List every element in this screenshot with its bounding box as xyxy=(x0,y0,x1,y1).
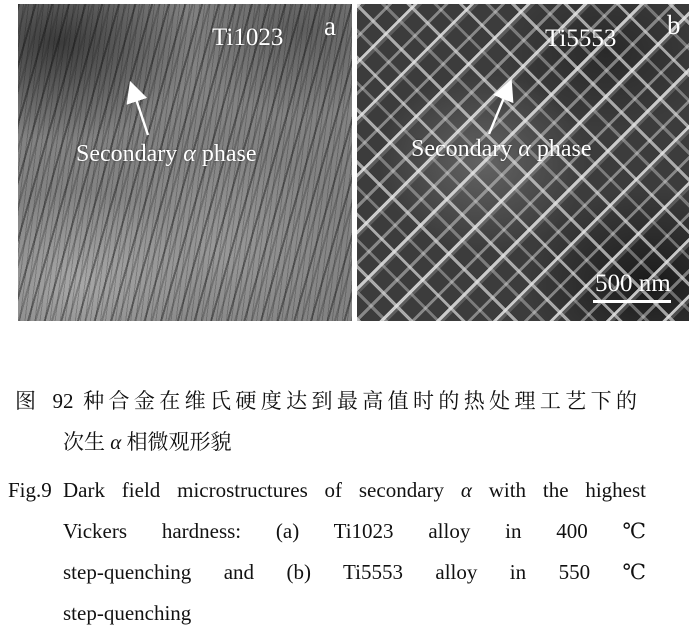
figure-number-zh: 图 9 xyxy=(15,389,63,413)
alpha-symbol: α xyxy=(460,478,472,502)
caption-en-line1 xyxy=(8,470,646,511)
alloy-label-ti1023: Ti1023 xyxy=(212,24,284,51)
caption-en-line2: Vickers hardness: (a) Ti1023 alloy in 400 ℃ xyxy=(63,519,646,543)
caption-english xyxy=(8,470,646,634)
figure-number-en: Fig.9 xyxy=(8,478,52,502)
panel-letter-a: a xyxy=(324,11,336,41)
caption-zh-line2 xyxy=(63,422,637,463)
annotation-secondary-alpha-b xyxy=(411,137,592,161)
panel-letter-b: b xyxy=(667,10,681,40)
alpha-symbol: α xyxy=(110,430,122,454)
scale-bar-label: 500 nm xyxy=(595,270,671,297)
caption-chinese xyxy=(15,381,637,463)
scale-bar-line xyxy=(593,300,671,303)
annotation-text: Secondary xyxy=(76,141,184,167)
annotation-secondary-alpha-a xyxy=(76,142,257,166)
annotation-text: phase xyxy=(530,136,592,162)
caption-zh-line1 xyxy=(15,381,637,422)
caption-en-line1-text: Dark field microstructures of secondary xyxy=(63,478,461,502)
annotation-text: phase xyxy=(195,141,257,167)
caption-zh-line2-text: 相微观形貌 xyxy=(121,430,232,454)
alpha-symbol: α xyxy=(518,136,531,162)
micrograph-panel-b xyxy=(357,4,689,321)
annotation-text: Secondary xyxy=(411,136,519,162)
caption-en-line1-text: with the highest xyxy=(471,478,646,502)
caption-en-line3: step-quenching and (b) Ti5553 alloy in 550 ℃ xyxy=(63,560,646,584)
micrograph-panel-a xyxy=(18,4,352,321)
alloy-label-ti5553: Ti5553 xyxy=(545,25,617,52)
alpha-symbol: α xyxy=(183,141,196,167)
caption-zh-line2-text: 次生 xyxy=(63,430,111,454)
caption-zh-line1-text: 2 种合金在维氏硬度达到最高值时的热处理工艺下的 xyxy=(63,389,637,413)
caption-en-line4: step-quenching xyxy=(63,601,192,625)
